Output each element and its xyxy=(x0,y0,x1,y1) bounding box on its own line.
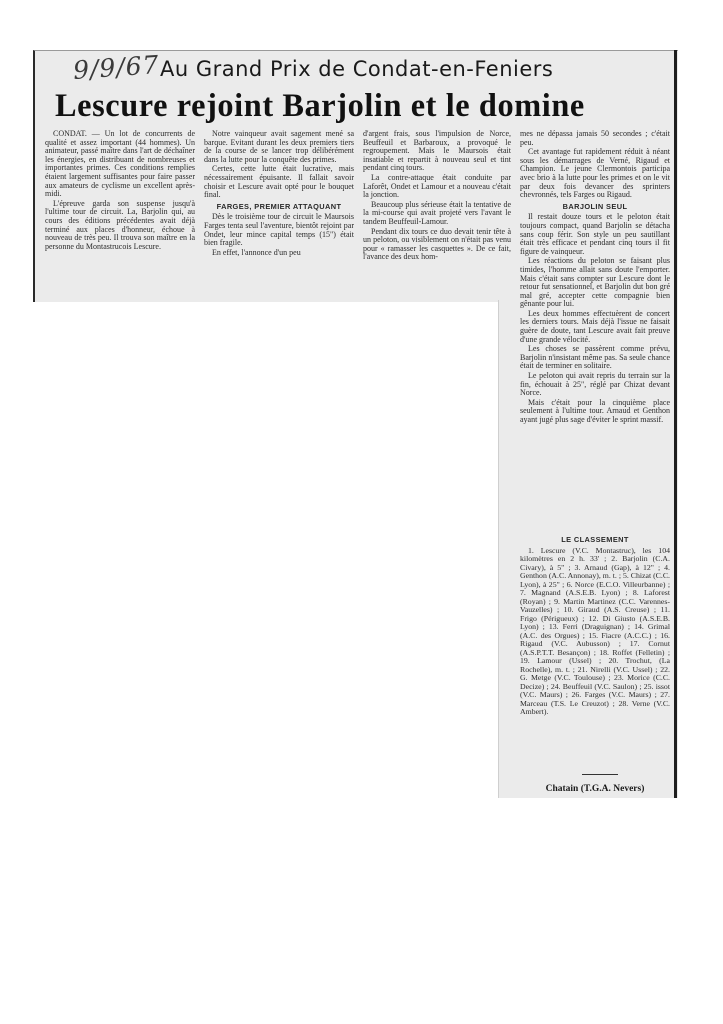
paragraph: En effet, l'annonce d'un peu xyxy=(212,247,301,257)
paragraph: Certes, cette lutte était lucrative, mais nécessairement épuisante. Il fallait savoir choisir et Lescure avait opté pour le bouquet final. xyxy=(204,164,354,200)
article-column-2 xyxy=(204,130,354,258)
results-text: 1. Lescure (V.C. Montastruc), les 104 kilomètres en 2 h. 33' ; 2. Barjolin (C.A. Civary), à 5" ; 3. Arnaud (Gap), à 12" ; 4. Genthon (A.C. Annonay), m. t. ; 5. Chizat (C.C. Lyon), à 25" ; 6. Norce (E.C.O. Villeurbanne) ; 7. Magnand (A.S.E.B. Lyon) ; 8. Laforest (Royan) ; 9. Martin Martinez (C.C. Varennes-Vauzelles) ; 10. Giraud (A.S. Creuse) ; 11. Frigo (Périgueux) ; 12. Di Giusto (A.S.E.B. Lyon) ; 13. Ferri (Draguignan) ; 14. Grimal (A.C. des Orgues) ; 15. Fiacre (A.C.C.) ; 16. Rigaud (V.C. Aubusson) ; 17. Cornut (A.S.P.T.T. Besançon) ; 18. Roffet (Felletin) ; 19. Lamour (Ussel) ; 20. Trochut, (La Rochelle), m. t. ; 21. Nirelli (V.C. Ussel) ; 22. G. Metge (V.C. Toulouse) ; 23. Morice (C.C. Decize) ; 24. Beuffeuil (V.C. Saulon) ; 25. issot (V.C. Maurs) ; 26. Farges (V.C. Maurs) ; 27. Marceau (T.S. Le Creuzot) ; 28. Verne (V.C. Ambert). xyxy=(520,545,670,716)
paragraph: Les réactions du peloton se faisant plus timides, l'homme allait sans doute l'emporter. Mais c'était sans compter sur Lescure dont le retour fut sensationnel, et Barjolin dut bon gré mal gré, accepter cette compagnie bien gênante pour lui. xyxy=(520,256,670,309)
results-list xyxy=(520,533,670,718)
paragraph: d'argent frais, sous l'impulsion de Norce, Beuffeuil et Barbaroux, a provoqué le regroupement. Mais le Maursois était insatiable et repartit à nouveau seul et tint pendant cinq tours. xyxy=(363,129,511,173)
paragraph: Notre vainqueur avait sagement mené sa barque. Evitant durant les deux premiers tiers de la course de se lancer trop délibérément dans la lutte pour la conquête des primes. xyxy=(204,129,354,164)
paragraph: L'épreuve garda son suspense jusqu'à l'ultime tour de circuit. La, Barjolin qui, au cours des éditions précédentes avait déjà terminé aux places d'honneur, échoue à nouveau de très peu. Il trouva son maître en la personne du Montastrucois Lescure. xyxy=(45,198,195,251)
section-subhead: FARGES, PREMIER ATTAQUANT xyxy=(216,201,342,211)
paragraph: CONDAT. — Un lot de concurrents de qualité et assez important (44 hommes). Un animateur, passé maître dans l'art de déchaîner les énergies, en distribuant de nombreuses et importantes primes. Ces conditions remplies étaient largement suffisantes pour faire passer aux amateurs de cyclisme un excellent après-midi. xyxy=(45,129,195,199)
paragraph: Les deux hommes effectuèrent de concert les derniers tours. Mais déjà l'issue ne faisait guère de doute, tant Lescure avait fait preuve d'une grande vélocité. xyxy=(520,308,670,344)
article-byline: Chatain (T.G.A. Nevers) xyxy=(545,784,645,794)
results-title: LE CLASSEMENT xyxy=(561,535,629,544)
paragraph: Les choses se passèrent comme prévu, Barjolin n'insistant même pas. Sa seule chance était de terminer en solitaire. xyxy=(520,344,670,371)
article-kicker: Au Grand Prix de Condat-en-Feniers xyxy=(160,57,554,81)
paragraph: Beaucoup plus sérieuse était la tentative de la mi-course qui avait projeté vers l'avant le tandem Beuffeuil-Lamour. xyxy=(363,199,511,226)
article-column-1 xyxy=(45,130,195,252)
article-headline: Lescure rejoint Barjolin et le domine xyxy=(55,88,585,124)
paragraph: Dès le troisième tour de circuit le Maursois Farges tenta seul l'aventure, bientôt rejoint par Ondet, leur mince capital temps (15") était bien fragile. xyxy=(204,212,354,248)
article-column-3 xyxy=(363,130,511,263)
column-rule xyxy=(674,50,677,798)
paragraph: Pendant dix tours ce duo devait tenir tête à un peloton, ou visiblement on n'était pas venu pour « ramasser les casquettes ». De ce fait, l'avance des deux hom- xyxy=(363,226,511,262)
paragraph: Il restait douze tours et le peloton était toujours compact, quand Barjolin se détacha sans coup férir. Son style un peu sautillant était très efficace et pendant cinq tours il fit figure de vainqueur. xyxy=(520,212,670,256)
paragraph: Cet avantage fut rapidement réduit à néant sous les démarrages de Verné, Rigaud et Champion. Le jeune Clermontois participa avec brio à la lutte pour les primes et on le vit par deux fois devancer des sprinters chevronnés, tels Farges ou Rigaud. xyxy=(520,147,670,200)
paragraph: Le peloton qui avait repris du terrain sur la fin, échouait à 25", réglé par Chizat devant Norce. xyxy=(520,371,670,398)
paragraph: mes ne dépassa jamais 50 secondes ; c'était peu. xyxy=(520,129,670,147)
article-column-4 xyxy=(520,130,670,426)
paragraph: La contre-attaque était conduite par Laforêt, Ondet et Lamour et a nouveau c'était la jonction. xyxy=(363,172,511,200)
byline-rule xyxy=(582,774,618,775)
section-subhead: BARJOLIN SEUL xyxy=(562,201,628,211)
paragraph: Mais c'était pour la cinquième place seulement à l'ultime tour. Arnaud et Genthon ayant jugé plus sage d'éviter le sprint massif. xyxy=(520,397,670,424)
handwritten-date: 9/9/67 xyxy=(72,50,161,85)
